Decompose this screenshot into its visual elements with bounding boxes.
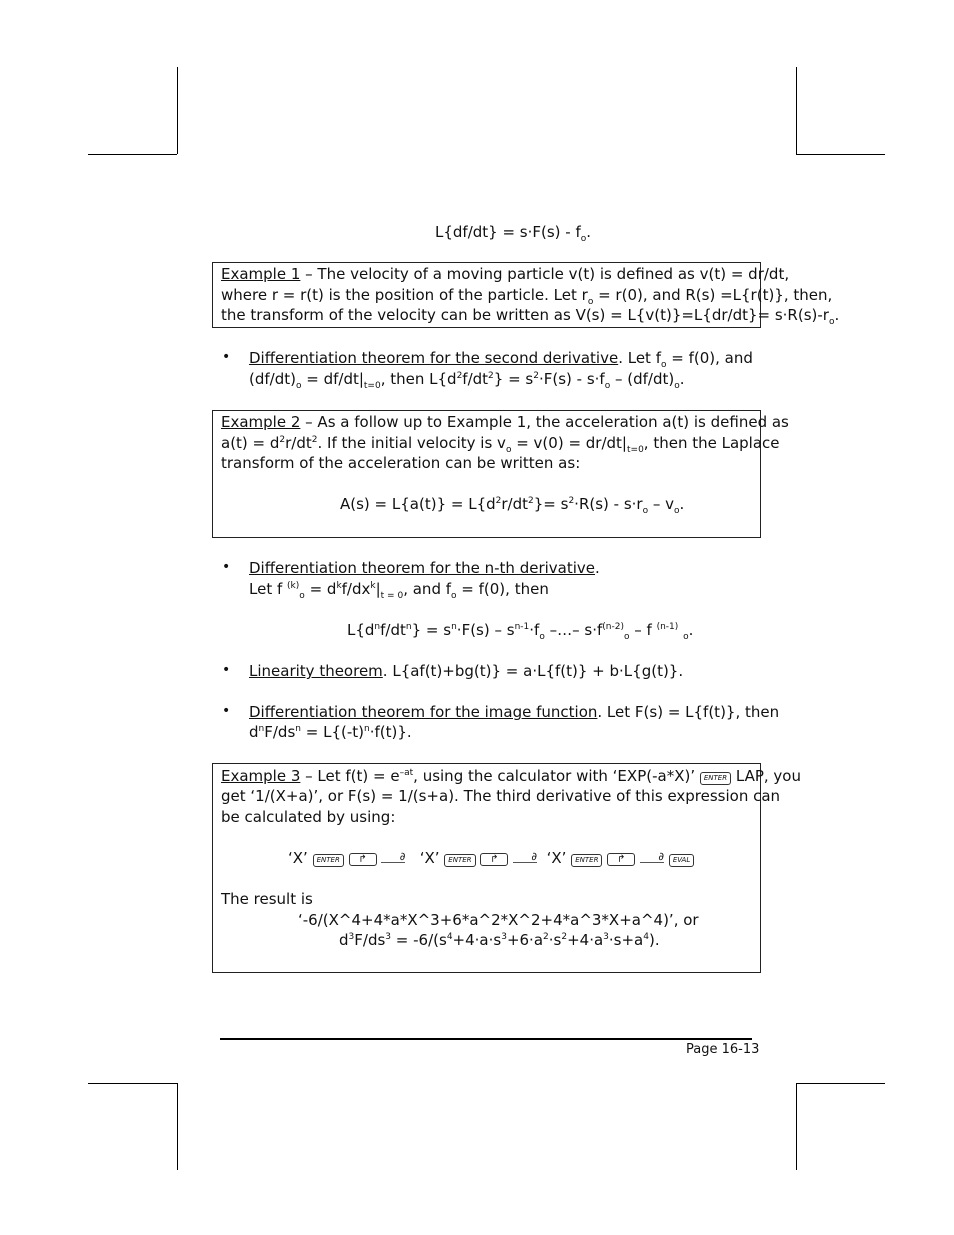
example-1-line-3: the transform of the velocity can be written as $V(s) = L\{v(t)\}=L\{dr/dt\}= s\cdot R(s)-r_o$.: [221, 306, 840, 327]
top-formula: $L\{df/dt\} = s\cdot F(s) - f_o$.: [435, 223, 592, 244]
crop-mark-top-right-vertical: [796, 67, 797, 154]
crop-mark-top-right-horizontal: [796, 154, 885, 155]
crop-mark-bottom-left-horizontal: [88, 1083, 177, 1084]
example-3-keystrokes: ‘X’ ENTER ↱ ∂ ‘X’ ENTER ↱ ∂ ‘X’ ENTER ↱ ∂ EVAL: [288, 848, 694, 868]
crop-mark-top-left-horizontal: [88, 154, 177, 155]
eval-key-icon: EVAL: [669, 854, 694, 867]
example-3-line-1: Example 3 – Let $f(t) = e^{-at}$, using the calculator with ‘EXP(-a*X)’ ENTER LAP, you: [221, 767, 801, 785]
enter-key-icon: ENTER: [444, 854, 475, 867]
crop-mark-top-left-vertical: [177, 67, 178, 154]
theorem-linearity-title: Linearity theorem: [249, 662, 383, 680]
crop-mark-bottom-right-horizontal: [796, 1083, 885, 1084]
page-number: Page 16-13: [686, 1042, 760, 1057]
bullet: •: [222, 662, 231, 678]
crop-mark-bottom-left-vertical: [177, 1083, 178, 1170]
crop-mark-bottom-right-vertical: [796, 1083, 797, 1170]
example-3-line-3: be calculated by using:: [221, 808, 396, 826]
example-3-result-2: $d^3F/ds^3 = -6/(s^4+4\cdot a\cdot s^3+6\cdot a^2\cdot s^2+4\cdot a^3\cdot s+a^4)$.: [339, 931, 660, 949]
example-1-line-1: Example 1 – The velocity of a moving particle v(t) is defined as v(t) = dr/dt,: [221, 265, 790, 283]
theorem-linearity: Linearity theorem. L{af(t)+bg(t)} = a·L{f(t)} + b·L{g(t)}.: [249, 662, 684, 680]
right-shift-key-icon: ↱: [607, 853, 635, 866]
theorem-image-function-title: Differentiation theorem for the image function: [249, 703, 598, 721]
bullet: •: [222, 349, 231, 365]
theorem-nth-derivative-title: Differentiation theorem for the n-th derivative: [249, 559, 595, 577]
example-3-result-label: The result is: [221, 890, 313, 908]
bullet: •: [222, 559, 231, 575]
partial-derivative-key-icon: ∂: [381, 852, 405, 863]
bullet: •: [222, 703, 231, 719]
example-2-label: Example 2: [221, 413, 301, 431]
footer-rule: [220, 1038, 752, 1040]
theorem-image-function-line-2: $d^nF/ds^n = L\{(-t)^n\cdot f(t)\}$.: [249, 723, 412, 741]
theorem-nth-derivative-equation: $L\{d^nf/dt^n\} = s^n\cdot F(s) - s^{n-1}\cdot f_o$ –…– $s\cdot f^{(n-2)}_o - f$ $^{(n-1)}$ $_o$.: [347, 621, 694, 642]
partial-derivative-key-icon: ∂: [640, 852, 664, 863]
partial-derivative-key-icon: ∂: [513, 852, 537, 863]
example-3-label: Example 3: [221, 767, 301, 785]
theorem-second-derivative-line-1: Differentiation theorem for the second derivative. Let $f_o = f(0)$, and: [249, 349, 753, 370]
example-2-line-2: $a(t) = d^2r/dt^2$. If the initial velocity is $v_o = v(0) = dr/dt|_{t=0}$, then the Laplace: [221, 434, 780, 455]
example-2-line-1: Example 2 – As a follow up to Example 1, the acceleration a(t) is defined as: [221, 413, 789, 431]
example-2-line-3: transform of the acceleration can be written as:: [221, 454, 581, 472]
enter-key-icon: ENTER: [700, 772, 731, 785]
theorem-image-function-line-1: Differentiation theorem for the image function. Let F(s) = L{f(t)}, then: [249, 703, 780, 721]
example-3-line-2: get ‘1/(X+a)’, or F(s) = 1/(s+a). The third derivative of this expression can: [221, 787, 781, 805]
example-2-equation: $A(s) = L\{a(t)\} = L\{d^2r/dt^2\}= s^2\cdot R(s) - s\cdot r_o - v_o$.: [340, 495, 685, 516]
right-shift-key-icon: ↱: [480, 853, 508, 866]
theorem-nth-derivative-line-1: Differentiation theorem for the n-th derivative.: [249, 559, 600, 577]
example-3-result-1: ‘-6/(X^4+4*a*X^3+6*a^2*X^2+4*a^3*X+a^4)’, or: [298, 911, 699, 929]
theorem-second-derivative-line-2: $(df/dt)_o = df/dt|_{t=0}$, then $L\{d^2f/dt^2\} = s^2\cdot F(s) - s\cdot f_o - (df/dt)_o$.: [249, 370, 685, 391]
enter-key-icon: ENTER: [571, 854, 602, 867]
theorem-second-derivative-title: Differentiation theorem for the second derivative: [249, 349, 619, 367]
enter-key-icon: ENTER: [313, 854, 344, 867]
theorem-nth-derivative-line-2: Let f $^{(k)}_o = d^kf/dx^k|_{t = 0}$, and $f_o = f(0)$, then: [249, 580, 549, 601]
right-shift-key-icon: ↱: [349, 853, 377, 866]
example-1-label: Example 1: [221, 265, 301, 283]
example-1-line-2: where r = r(t) is the position of the particle. Let $r_o = r(0)$, and R(s) =L{r(t)}, then,: [221, 286, 833, 307]
